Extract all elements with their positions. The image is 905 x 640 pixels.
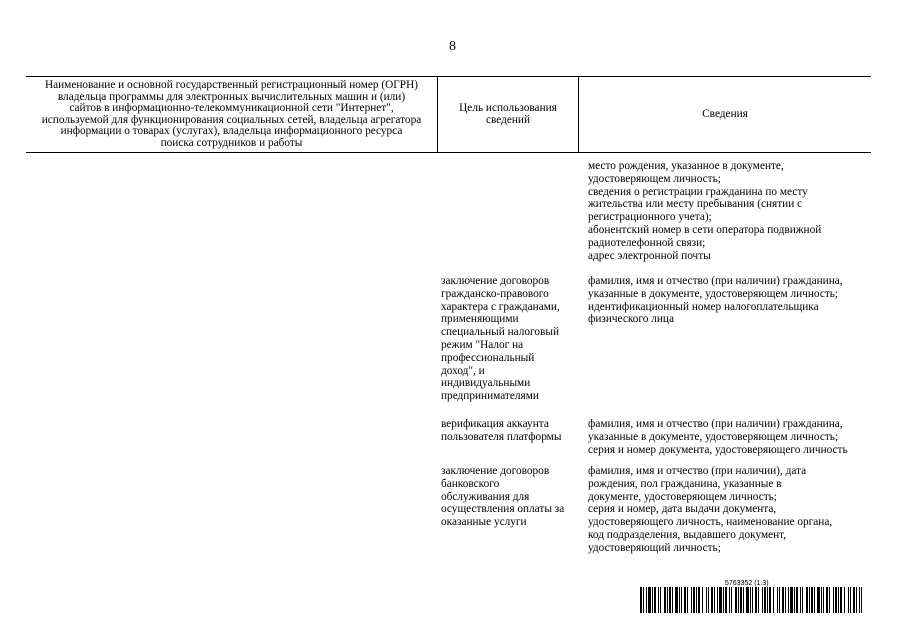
row-2-purpose [441,418,579,444]
purpose-line: банковского [441,477,500,490]
header-owner-name-line: Наименование и основной государственный регистрационный номер (ОГРН) [44,79,419,91]
info-line: фамилия, имя и отчество (при наличии) гражданина, [588,418,843,430]
header-owner-name-line: используемой для функционирования социальных сетей, владельца агрегатора [41,113,422,126]
header-owner-name-line: поиска сотрудников и работы [160,136,303,149]
header-owner-name-line: сайтов в информационно-телекоммуникационной сети "Интернет", [69,102,394,114]
header-purpose [438,77,578,152]
header-owner-name [26,77,437,152]
purpose-line: специальный налоговый [441,326,559,339]
info-line: адрес электронной почты [588,249,711,262]
row-1-info [588,275,870,326]
purpose-line: гражданско-правового [441,287,549,300]
barcode-caption: 5763352 (1.3) [725,580,769,587]
header-info-line: Сведения [702,107,748,120]
info-line: место рождения, указанное в документе, [588,160,784,172]
info-line: фамилия, имя и отчество (при наличии) гражданина, [588,275,843,287]
purpose-line: заключение договоров [441,275,550,287]
row-2-info [588,418,870,456]
purpose-line: характера с гражданами, [441,300,560,313]
purpose-line: индивидуальными [441,377,531,390]
info-line: удостоверяющем личность; [588,172,721,185]
info-line: жительства или месту пребывания (снятии с [588,198,803,211]
info-line: фамилия, имя и отчество (при наличии), дата [588,465,807,477]
info-line: идентификационный номер налогоплательщика [588,300,819,313]
info-line: абонентский номер в сети оператора подвижной [588,223,822,236]
purpose-line: пользователя платформы [441,430,562,443]
purpose-line: профессиональный [441,351,535,364]
row-3-info [588,465,870,555]
row-0-info [588,160,870,262]
info-line: регистрационного учета); [588,211,712,224]
purpose-line: доход", и [441,364,485,377]
info-line: рождения, пол гражданина, указанные в [588,477,782,490]
purpose-line: предпринимателями [441,390,539,403]
purpose-line: осуществления оплаты за [441,503,565,516]
header-info [579,77,871,152]
purpose-line: заключение договоров [441,465,550,477]
info-line: удостоверяющий личность; [588,541,721,554]
info-line: указанные в документе, удостоверяющем личность; [588,430,839,443]
info-line: документе, удостоверяющем личность; [588,490,777,503]
info-line: серия и номер документа, удостоверяющего личность [588,443,848,456]
purpose-line: оказанные услуги [441,516,527,529]
info-line: удостоверяющего личность, наименование органа, [588,516,833,529]
info-line: радиотелефонной связи; [588,236,706,249]
info-line: серия и номер, дата выдачи документа, [588,503,777,516]
table-header-bottom-rule [26,152,871,153]
purpose-line: применяющими [441,313,519,326]
info-line: код подразделения, выдавшего документ, [588,528,787,541]
purpose-line: верификация аккаунта [441,418,549,430]
header-purpose-line: сведений [485,113,531,126]
barcode-image [640,587,862,613]
row-1-purpose [441,275,579,403]
header-purpose-line: Цель использования [459,102,557,114]
header-owner-name-line: информации о товарах (услугах), владельца информационного ресурса [60,125,403,137]
page-number: 8 [449,39,456,54]
purpose-line: режим "Налог на [441,338,524,351]
info-line: физического лица [588,313,674,326]
row-3-purpose [441,465,579,529]
header-owner-name-line: владельца программы для электронных вычислительных машин и (или) [57,90,406,103]
purpose-line: обслуживания для [441,490,530,503]
info-line: сведения о регистрации гражданина по месту [588,185,808,198]
info-line: указанные в документе, удостоверяющем личность; [588,287,839,300]
